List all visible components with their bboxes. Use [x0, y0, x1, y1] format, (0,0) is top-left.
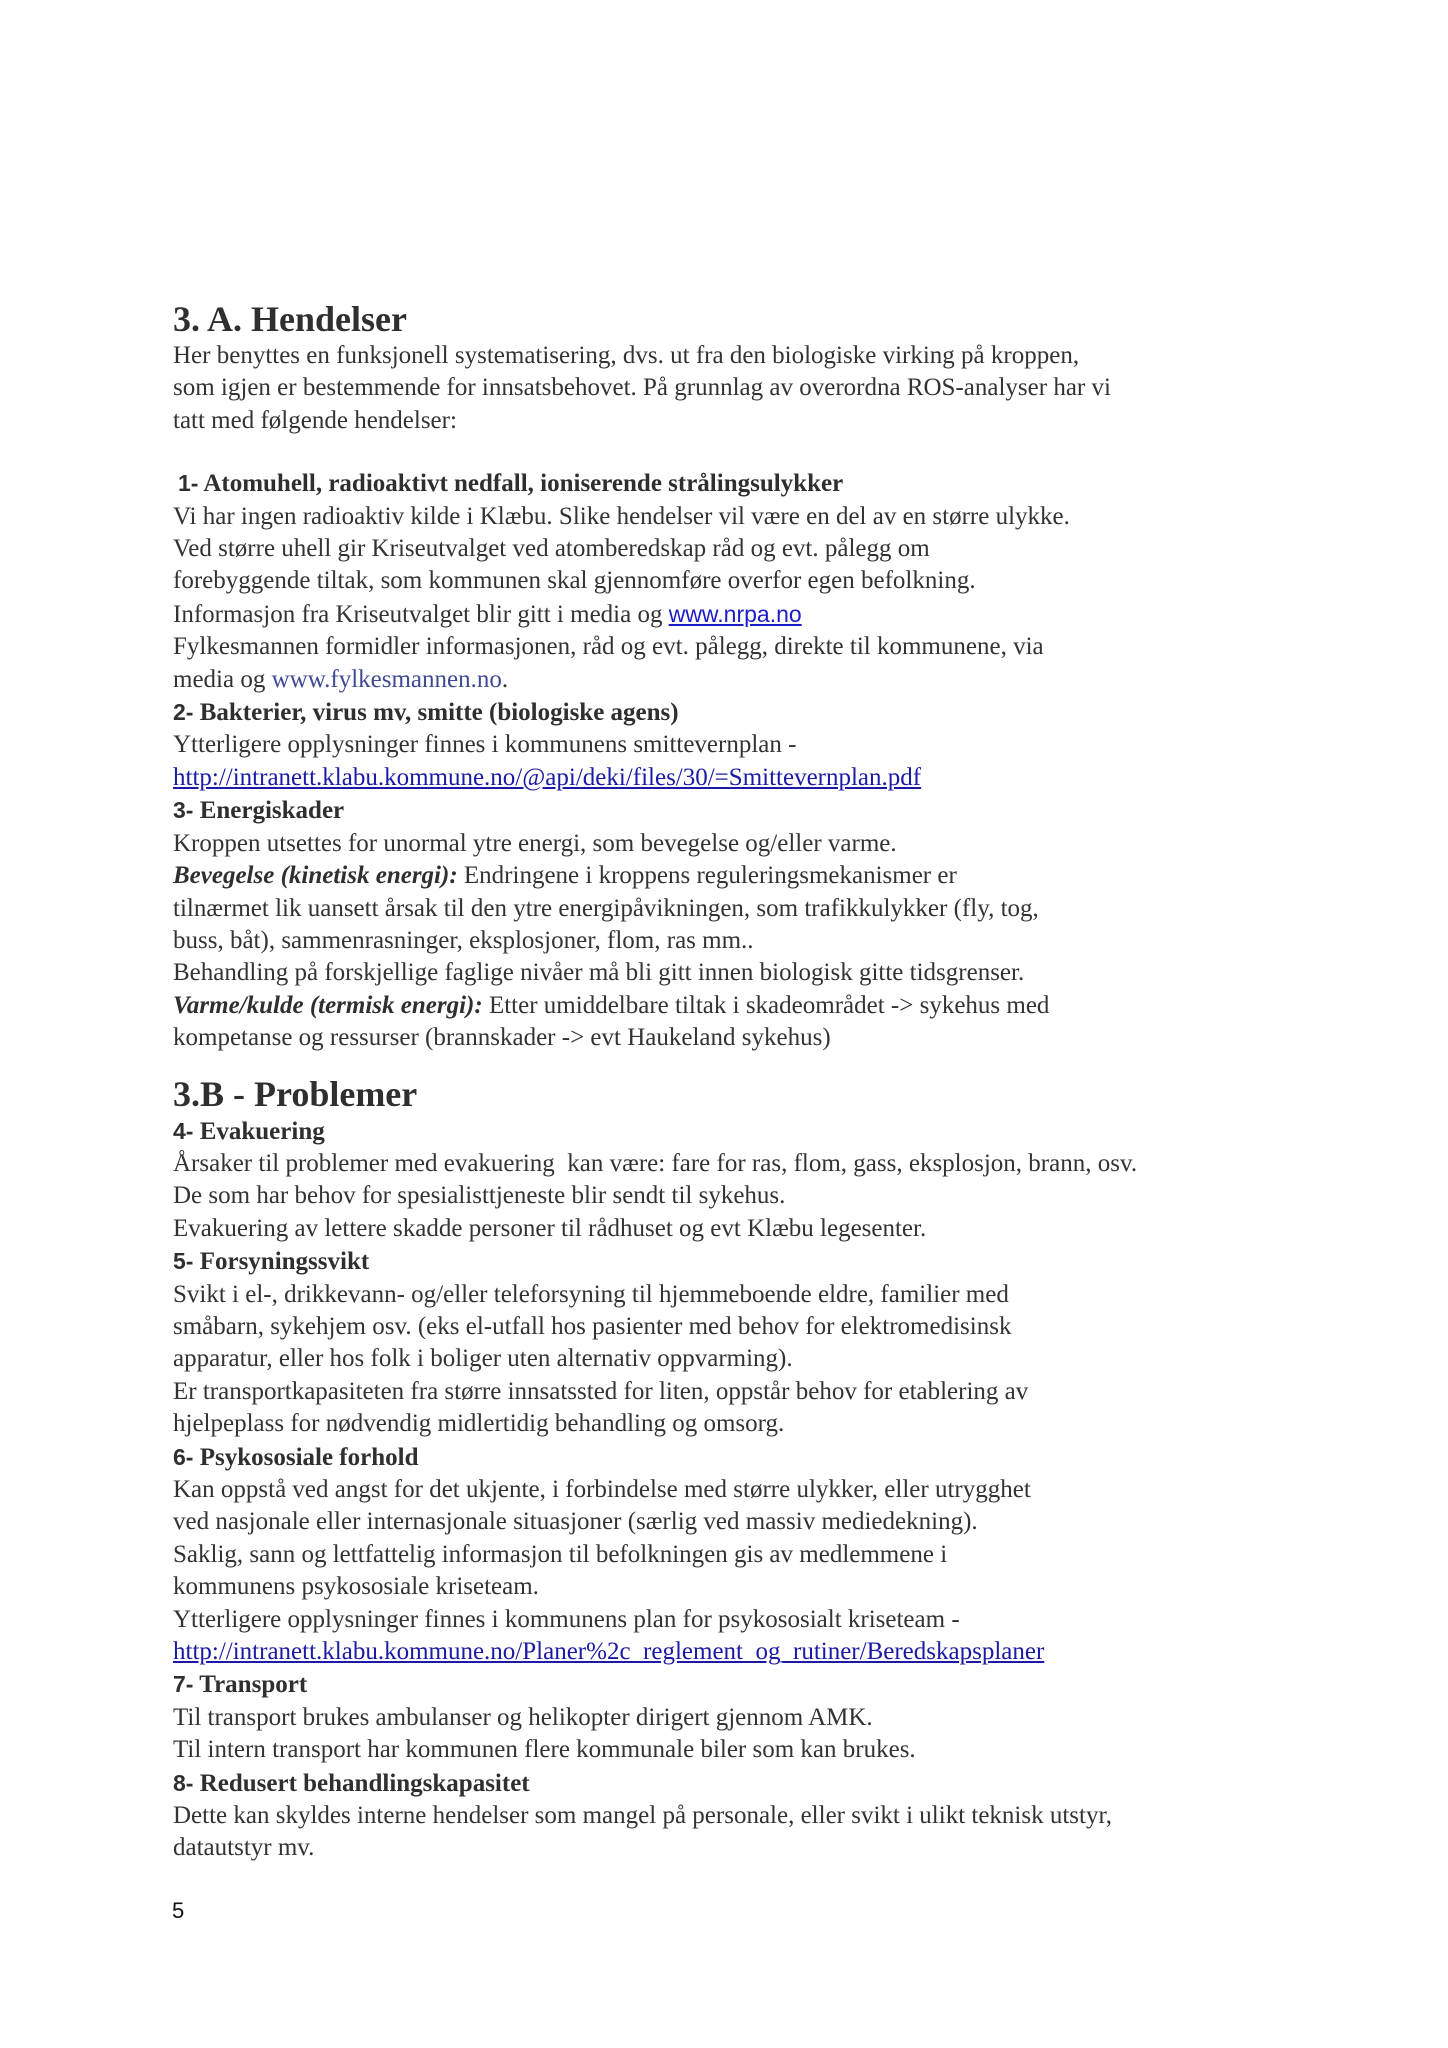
- body-line: Er transportkapasiteten fra større innsatssted for liten, oppstår behov for etablering av: [173, 1377, 1029, 1405]
- item-title: Bakterier, virus mv, smitte (biologiske agens): [199, 699, 679, 727]
- body-line: [173, 762, 1293, 794]
- body-line: Kan oppstå ved angst for det ukjente, i forbindelse med større ulykker, eller utrygghet: [173, 1476, 1031, 1503]
- body-line: Vi har ingen radioaktiv kilde i Klæbu. Slike hendelser vil være en del av en større ulykke.: [173, 502, 1070, 530]
- body-line: kommunens psykososiale kriseteam.: [173, 1573, 539, 1601]
- smittevernplan-link[interactable]: http://intranett.klabu.kommune.no/@api/deki/files/30/=Smittevernplan.pdf: [173, 763, 922, 791]
- body-line: småbarn, sykehjem osv. (eks el-utfall hos pasienter med behov for elektromedisinsk: [173, 1312, 1012, 1340]
- item-title: Psykososiale forhold: [199, 1443, 419, 1471]
- item-title: Transport: [199, 1671, 308, 1699]
- body-line: Saklig, sann og lettfattelig informasjon til befolkningen gis av medlemmene i: [173, 1540, 948, 1568]
- body-line: buss, båt), sammenrasninger, eksplosjoner, flom, ras mm..: [173, 926, 754, 954]
- intro-line: som igjen er bestemmende for innsatsbehovet. På grunnlag av overordna ROS-analyser har vi: [173, 374, 1111, 402]
- item-heading-1: [173, 467, 1293, 500]
- body-line: Til transport brukes ambulanser og helikopter dirigert gjennom AMK.: [173, 1703, 873, 1731]
- info-text: Informasjon fra Kriseutvalget blir gitt i media og: [173, 600, 669, 628]
- intro-line: Her benyttes en funksjonell systematisering, dvs. ut fra den biologiske virking på kroppen,: [173, 342, 1080, 369]
- item-heading-6: [173, 1441, 1293, 1474]
- section-b-title: 3.B - Problemer: [173, 1073, 418, 1114]
- body-line: Dette kan skyldes interne hendelser som mangel på personale, eller svikt i ulikt teknisk utstyr,: [173, 1802, 1113, 1830]
- nrpa-link[interactable]: www.nrpa.no: [668, 600, 802, 627]
- kinetic-label: Bevegelse (kinetisk energi):: [173, 862, 458, 890]
- body-line: [173, 1636, 1293, 1668]
- body-line: Fylkesmannen formidler informasjonen, råd og evt. pålegg, direkte til kommunene, via: [173, 633, 1044, 661]
- body-line: hjelpeplass for nødvendig midlertidig behandling og omsorg.: [173, 1410, 785, 1438]
- item-title: Redusert behandlingskapasitet: [199, 1769, 530, 1797]
- page-number: 5: [172, 1898, 185, 1923]
- item-heading-7: [173, 1668, 1293, 1701]
- item-number: 6-: [173, 1443, 194, 1470]
- body-line: Behandling på forskjellige faglige nivåer må bli gitt innen biologisk gitte tidsgrenser.: [173, 959, 1025, 987]
- fm-suffix: .: [501, 665, 509, 693]
- item-number: 5-: [173, 1248, 194, 1275]
- body-line: Årsaker til problemer med evakuering kan være: fare for ras, flom, gass, eksplosjon, brann, osv.: [173, 1149, 1138, 1177]
- document-page: [173, 298, 1293, 1865]
- item-number: 8-: [173, 1769, 194, 1796]
- item-number: 1-: [178, 470, 199, 497]
- body-line: kompetanse og ressurser (brannskader -> evt Haukeland sykehus): [173, 1024, 831, 1052]
- body-line: Til intern transport har kommunen flere kommunale biler som kan brukes.: [173, 1736, 916, 1764]
- fm-prefix: media og: [173, 665, 272, 693]
- body-line: [173, 664, 1293, 696]
- item-number: 4-: [173, 1117, 194, 1144]
- section-a-intro: [173, 340, 1293, 437]
- item-number: 7-: [173, 1671, 194, 1698]
- item-number: 2-: [173, 699, 194, 726]
- body-line: Svikt i el-, drikkevann- og/eller teleforsyning til hjemmeboende eldre, familier med: [173, 1280, 1009, 1308]
- body-line: Ved større uhell gir Kriseutvalget ved atomberedskap råd og evt. pålegg om: [173, 535, 930, 563]
- body-line: ved nasjonale eller internasjonale situasjoner (særlig ved massiv mediedekning).: [173, 1508, 978, 1536]
- fylkesmannen-link[interactable]: www.fylkesmannen.no: [271, 665, 502, 693]
- item-heading-2: [173, 696, 1293, 729]
- thermal-label: Varme/kulde (termisk energi):: [173, 991, 483, 1019]
- item-title: Atomuhell, radioaktivt nedfall, ioniserende strålingsulykker: [203, 470, 844, 498]
- body-line: [173, 598, 1293, 631]
- kinetic-text: Endringene i kroppens reguleringsmekanismer er: [457, 862, 957, 890]
- body-line: tilnærmet lik uansett årsak til den ytre energipåvikningen, som trafikkulykker (fly, tog,: [173, 894, 1039, 922]
- body-line: De som har behov for spesialisttjeneste blir sendt til sykehus.: [173, 1182, 786, 1210]
- body-line: datautstyr mv.: [173, 1834, 315, 1862]
- body-line: Kroppen utsettes for unormal ytre energi, som bevegelse og/eller varme.: [173, 829, 897, 857]
- body-line: Ytterligere opplysninger finnes i kommunens smittevernplan -: [173, 731, 797, 759]
- item-number: 3-: [173, 797, 194, 824]
- body-line: [173, 860, 1293, 892]
- item-heading-4: [173, 1115, 1293, 1148]
- item-title: Forsyningssvikt: [199, 1248, 370, 1276]
- beredskapsplaner-link[interactable]: http://intranett.klabu.kommune.no/Planer%2c_reglement_og_rutiner/Beredskapsplaner: [173, 1638, 1045, 1666]
- body-line: apparatur, eller hos folk i boliger uten alternativ oppvarming).: [173, 1345, 793, 1373]
- body-line: forebyggende tiltak, som kommunen skal gjennomføre overfor egen befolkning.: [173, 567, 976, 595]
- intro-line: tatt med følgende hendelser:: [173, 406, 457, 434]
- item-heading-8: [173, 1767, 1293, 1800]
- item-title: Evakuering: [199, 1117, 325, 1145]
- item-heading-5: [173, 1245, 1293, 1278]
- item-title: Energiskader: [199, 797, 345, 825]
- body-line: [173, 990, 1293, 1022]
- body-line: Ytterligere opplysninger finnes i kommunens plan for psykososialt kriseteam -: [173, 1605, 960, 1633]
- item-heading-3: [173, 794, 1293, 827]
- body-line: Evakuering av lettere skadde personer til rådhuset og evt Klæbu legesenter.: [173, 1214, 927, 1242]
- thermal-text: Etter umiddelbare tiltak i skadeområdet -> sykehus med: [482, 991, 1050, 1019]
- section-a-title: 3. A. Hendelser: [173, 299, 407, 339]
